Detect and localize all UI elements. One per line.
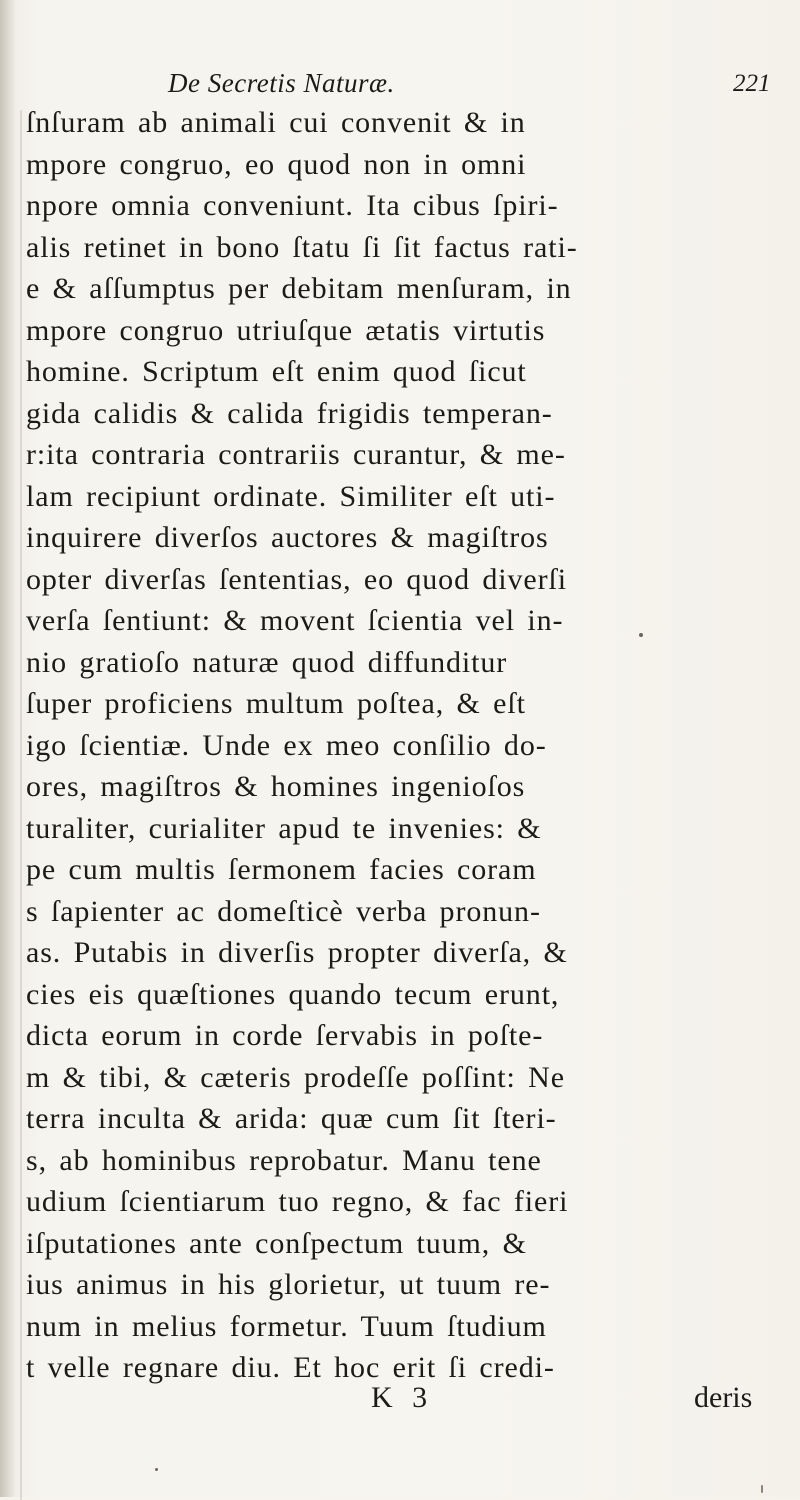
text-line: npore omnia conveniunt. Ita cibus ſpiri-	[26, 189, 559, 222]
text-line: nio gratioſo naturæ quod diffunditur	[26, 645, 508, 679]
page-number: 221	[733, 70, 771, 97]
text-line: gida calidis & calida frigidis temperan-	[26, 396, 553, 430]
text-line: turaliter, curialiter apud te invenies: &	[26, 811, 542, 845]
paper-speck	[761, 1485, 763, 1493]
text-line: t velle regnare diu. Et hoc erit ſi credi-	[26, 1351, 555, 1384]
text-line: pe cum multis ſermonem facies coram	[26, 853, 537, 886]
text-line: udium ſcientiarum tuo regno, & fac fieri	[26, 1185, 569, 1218]
text-line: verſa ſentiunt: & movent ſcientia vel in-	[26, 604, 564, 637]
signature-line	[0, 1381, 800, 1425]
text-line: as. Putabis in diverſis propter diverſa, &	[26, 936, 568, 969]
signature-mark: K 3	[371, 1381, 434, 1414]
text-line: inquirere diverſos auctores & magiſtros	[26, 521, 549, 554]
text-line: r:ita contraria contrariis curantur, & me-	[26, 438, 566, 471]
paper-speck	[155, 1468, 158, 1471]
paper-speck	[639, 633, 643, 637]
running-head	[0, 68, 800, 104]
text-line: igo ſcientiæ. Unde ex meo conſilio do-	[26, 728, 547, 762]
text-line: iſputationes ante conſpectum tuum, &	[26, 1226, 527, 1260]
catchword: deris	[694, 1381, 753, 1414]
text-line: homine. Scriptum eſt enim quod ſicut	[26, 355, 527, 388]
text-line: lam recipiunt ordinate. Similiter eſt uti-	[26, 479, 556, 513]
text-line: cies eis quæſtiones quando tecum erunt,	[26, 977, 560, 1011]
text-line: num in melius formetur. Tuum ſtudium	[26, 1309, 547, 1343]
running-title: De Secretis Naturæ.	[168, 68, 395, 98]
text-line: alis retinet in bono ſtatu ſi ſit factus rati-	[26, 230, 578, 264]
text-line: opter diverſas ſententias, eo quod diverſi	[26, 562, 567, 596]
text-line: mpore congruo, eo quod non in omni	[26, 147, 527, 181]
text-line: m & tibi, & cæteris prodeſſe poſſint: Ne	[26, 1060, 565, 1094]
text-line: s ſapienter ac domeſticè verba pronun-	[26, 894, 541, 928]
text-line: s, ab hominibus reprobatur. Manu tene	[26, 1143, 542, 1177]
text-line: ſnſuram ab animali cui convenit & in	[26, 106, 526, 139]
text-line: ius animus in his glorietur, ut tuum re-	[26, 1268, 551, 1301]
text-line: mpore congruo utriuſque ætatis virtutis	[26, 313, 546, 347]
text-line: dicta eorum in corde ſervabis in poſte-	[26, 1019, 544, 1052]
text-line: ſuper proficiens multum poſtea, & eſt	[26, 687, 526, 720]
text-line: e & aſſumptus per debitam menſuram, in	[26, 272, 572, 305]
text-line: terra inculta & arida: quæ cum ſit ſteri-	[26, 1102, 557, 1135]
body-text	[0, 102, 800, 1389]
text-line: ores, magiſtros & homines ingenioſos	[26, 770, 526, 803]
